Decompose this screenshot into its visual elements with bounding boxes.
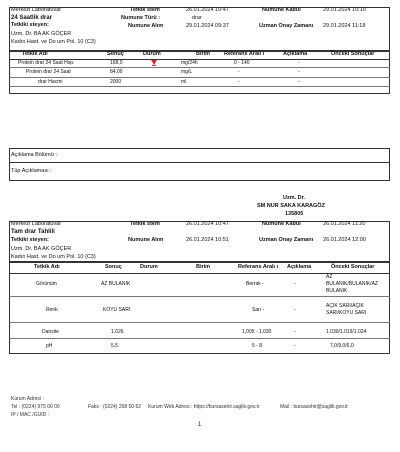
col-header-status: Durum (140, 264, 158, 270)
lab-name: Merkezi Laboratuvar (11, 7, 62, 13)
meta-value-approval: 26.01.2024 12:00 (323, 237, 366, 243)
meta-value-sample-taken: 26.01.2024 10:51 (186, 237, 229, 243)
requester-label: Tetkiki steyen: (11, 237, 49, 243)
requester-label: Tetkiki steyen: (11, 22, 49, 28)
row-result: 2000 (110, 79, 122, 85)
notes-section (9, 148, 390, 181)
footer-tel: Tel : (0224) 975 00 00 (11, 404, 60, 410)
tube-label: Tüp Açıklaması : (11, 168, 52, 174)
meta-label-request: Tetkik stem (130, 221, 160, 227)
meta-label-approval: Uzman Onay Zamanı (259, 23, 314, 29)
meta-label-sample-taken: Numune Alım (128, 23, 164, 29)
col-header-previous: Önceki Sonuçlar (331, 51, 375, 57)
col-header-note: Açıklama (287, 264, 312, 270)
row-name: Dansite (42, 329, 59, 335)
row-ref: - (238, 69, 240, 75)
meta-label-sample-taken: Numune Alım (128, 237, 164, 243)
row-result: AZ BULANIK (101, 281, 131, 287)
row-result: 5,5 (111, 343, 118, 349)
row-previous: BULANIK (326, 288, 348, 294)
row-name: Protein drar 24 Saat Hsp. (18, 60, 75, 66)
col-header-test: Tetkik Adı (22, 51, 48, 57)
meta-label-sample-type: Numune Türü : (121, 15, 161, 21)
row-name: Görünüm (36, 281, 57, 287)
row-divider (9, 67, 390, 68)
row-ref: 5 - 8 (252, 343, 263, 349)
col-header-status: Durum (143, 51, 161, 57)
meta-value-request: 26.01.2024 10:47 (186, 7, 229, 13)
meta-value-sample-taken: 29.01.2024 09:37 (186, 23, 229, 29)
test-title: 24 Saatlik drar (11, 15, 53, 21)
test-title: Tam drar Tahlili (11, 229, 55, 235)
notes-label: Açıklama Bölümü : (11, 152, 57, 158)
row-note: - (294, 307, 296, 313)
col-header-result: Sonuç (105, 264, 122, 270)
row-ref: Berrak - (246, 281, 264, 287)
row-unit: ml (181, 79, 187, 85)
col-header-test: Tetkik Adı (34, 264, 60, 270)
col-header-note: Açıklama (283, 51, 308, 57)
row-previous: SARI/KOYU SARI (326, 310, 367, 316)
row-divider (9, 322, 390, 323)
row-result: 168,0 (110, 60, 123, 66)
meta-label-accept: Numune Kabul (262, 221, 301, 227)
row-note: - (298, 69, 300, 75)
meta-value-request: 26.01.2024 10:47 (186, 221, 229, 227)
meta-value-sample-type: drar (192, 15, 202, 21)
col-header-unit: Birim (196, 264, 211, 270)
row-ref: 1,005 - 1,030 (242, 329, 272, 335)
footer-ip: IP / MAC /GUID : (11, 412, 49, 418)
row-name: drar Hacmi (38, 79, 63, 85)
footer-web: Kurum Web Adresi : https://bursasehir.saglik.gov.tr (148, 404, 260, 410)
row-note: - (298, 79, 300, 85)
notes-divider (9, 162, 390, 163)
meta-value-approval: 29.01.2024 11:18 (323, 23, 366, 29)
meta-label-approval: Uzman Onay Zamanı (259, 237, 314, 243)
col-header-result: Sonuç (107, 51, 124, 57)
row-ref: 0 - 140 (234, 60, 250, 66)
footer-mail: Mail : bursasehir@saglik.gov.tr (280, 404, 349, 410)
signature-reg: 135805 (285, 211, 304, 217)
table-header-divider (9, 273, 390, 274)
lab-name: Merkezi Laboratuvar (11, 221, 62, 227)
row-unit: mg/24h (181, 60, 198, 66)
row-note: - (294, 281, 296, 287)
row-result: 84,00 (110, 69, 123, 75)
doctor-name: Uzm. Dr. BA AK GÖÇER (11, 246, 72, 252)
meta-value-accept: 29.01.2024 10:10 (323, 7, 366, 13)
row-name: Renk (46, 307, 58, 313)
row-divider (9, 77, 390, 78)
row-unit: mg/L (181, 69, 193, 75)
row-name: pH (46, 343, 53, 349)
col-header-previous: Önceki Sonuçlar (331, 264, 375, 270)
meta-label-request: Tetkik stem (130, 7, 160, 13)
row-divider (9, 86, 390, 87)
high-flag-icon (151, 60, 157, 66)
department: Kadın Hast. ve Do um Pol. 10 (C3) (11, 39, 96, 45)
department: Kadın Hast. ve Do um Pol. 10 (C3) (11, 254, 96, 260)
signature-name: SM NUR SAKA KARAGÖZ (257, 203, 325, 209)
row-note: - (298, 60, 300, 66)
page-number: 1 (198, 422, 202, 428)
row-note: - (294, 329, 296, 335)
footer-address: Kurum Adresi : (11, 396, 44, 402)
signature-title: Uzm. Dr. (283, 195, 306, 201)
doctor-name: Uzm. Dr. BA AK GÖÇER (11, 31, 72, 37)
row-ref: Sarı - (252, 307, 265, 313)
row-result: KOYU SARI (103, 307, 131, 313)
col-header-ref: Referans Aralı ı (224, 51, 265, 57)
row-ref: - (238, 79, 240, 85)
row-divider (9, 338, 390, 339)
meta-label-accept: Numune Kabul (262, 7, 301, 13)
row-previous: AZ (326, 274, 333, 280)
row-result: 1.026 (111, 329, 124, 335)
meta-value-accept: 26.01.2024 11:20 (323, 221, 366, 227)
row-note: - (294, 343, 296, 349)
row-name: Protein drar 24 Saat (26, 69, 71, 75)
col-header-unit: Birim (196, 51, 211, 57)
row-previous: BULANIK/BULANIK/AZ (326, 281, 378, 287)
footer-fax: Faks : (0224) 268 00 62 (88, 404, 142, 410)
row-previous: AÇIK SARI/AÇIK (326, 303, 364, 309)
row-previous: 7,0/9,0/6,0 (330, 343, 354, 349)
row-divider (9, 296, 390, 297)
row-previous: 1.030/1.019/1.024 (326, 329, 367, 335)
col-header-ref: Referans Aralı ı (238, 264, 279, 270)
